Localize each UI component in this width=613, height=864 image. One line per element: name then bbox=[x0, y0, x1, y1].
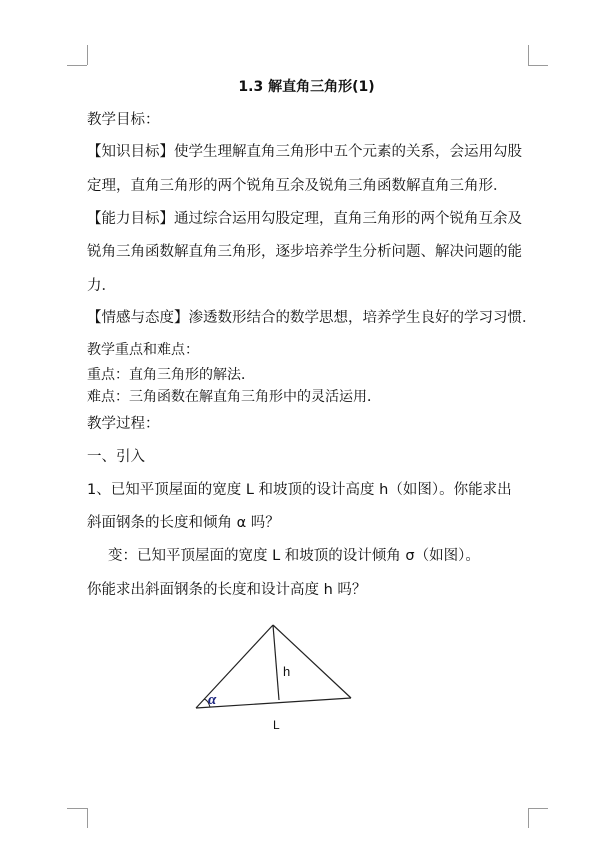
base-line bbox=[196, 698, 351, 708]
knowledge-goal-line-2: 定理，直角三角形的两个锐角互余及锐角三角函数解直角三角形． bbox=[87, 178, 508, 194]
key-points-heading: 教学重点和难点： bbox=[87, 342, 199, 358]
difficult-point-line: 难点：三角函数在解直角三角形中的灵活运用． bbox=[87, 389, 381, 405]
ability-goal-line-3: 力． bbox=[87, 278, 116, 294]
attitude-goal-line: 【情感与态度】渗透数形结合的数学思想，培养学生良好的学习习惯． bbox=[87, 310, 537, 326]
right-slope-line bbox=[273, 625, 351, 698]
width-label: L bbox=[273, 718, 280, 732]
ability-goal-line-2: 锐角三角函数解直角三角形，逐步培养学生分析问题、解决问题的能 bbox=[87, 244, 522, 260]
question-1-line-1: 1、已知平顶屋面的宽度 L 和坡顶的设计高度 h（如图）。你能求出 bbox=[87, 482, 512, 498]
height-line bbox=[273, 625, 279, 700]
section-intro-heading: 一、引入 bbox=[87, 449, 145, 465]
ability-goal-line-1: 【能力目标】通过综合运用勾股定理，直角三角形的两个锐角互余及 bbox=[87, 211, 522, 227]
variant-line-1: 变：已知平顶屋面的宽度 L 和坡顶的设计倾角 σ（如图）。 bbox=[108, 548, 480, 564]
key-point-line: 重点：直角三角形的解法． bbox=[87, 367, 255, 383]
height-label: h bbox=[283, 664, 291, 679]
variant-line-2: 你能求出斜面钢条的长度和设计高度 h 吗？ bbox=[87, 582, 367, 598]
process-heading: 教学过程： bbox=[87, 416, 160, 432]
document-title: 1.3 解直角三角形(1) bbox=[238, 79, 375, 95]
question-1-line-2: 斜面钢条的长度和倾角 α 吗？ bbox=[87, 515, 280, 531]
angle-label: α bbox=[208, 692, 217, 708]
objectives-heading: 教学目标： bbox=[87, 112, 160, 128]
knowledge-goal-line-1: 【知识目标】使学生理解直角三角形中五个元素的关系，会运用勾股 bbox=[87, 144, 522, 160]
